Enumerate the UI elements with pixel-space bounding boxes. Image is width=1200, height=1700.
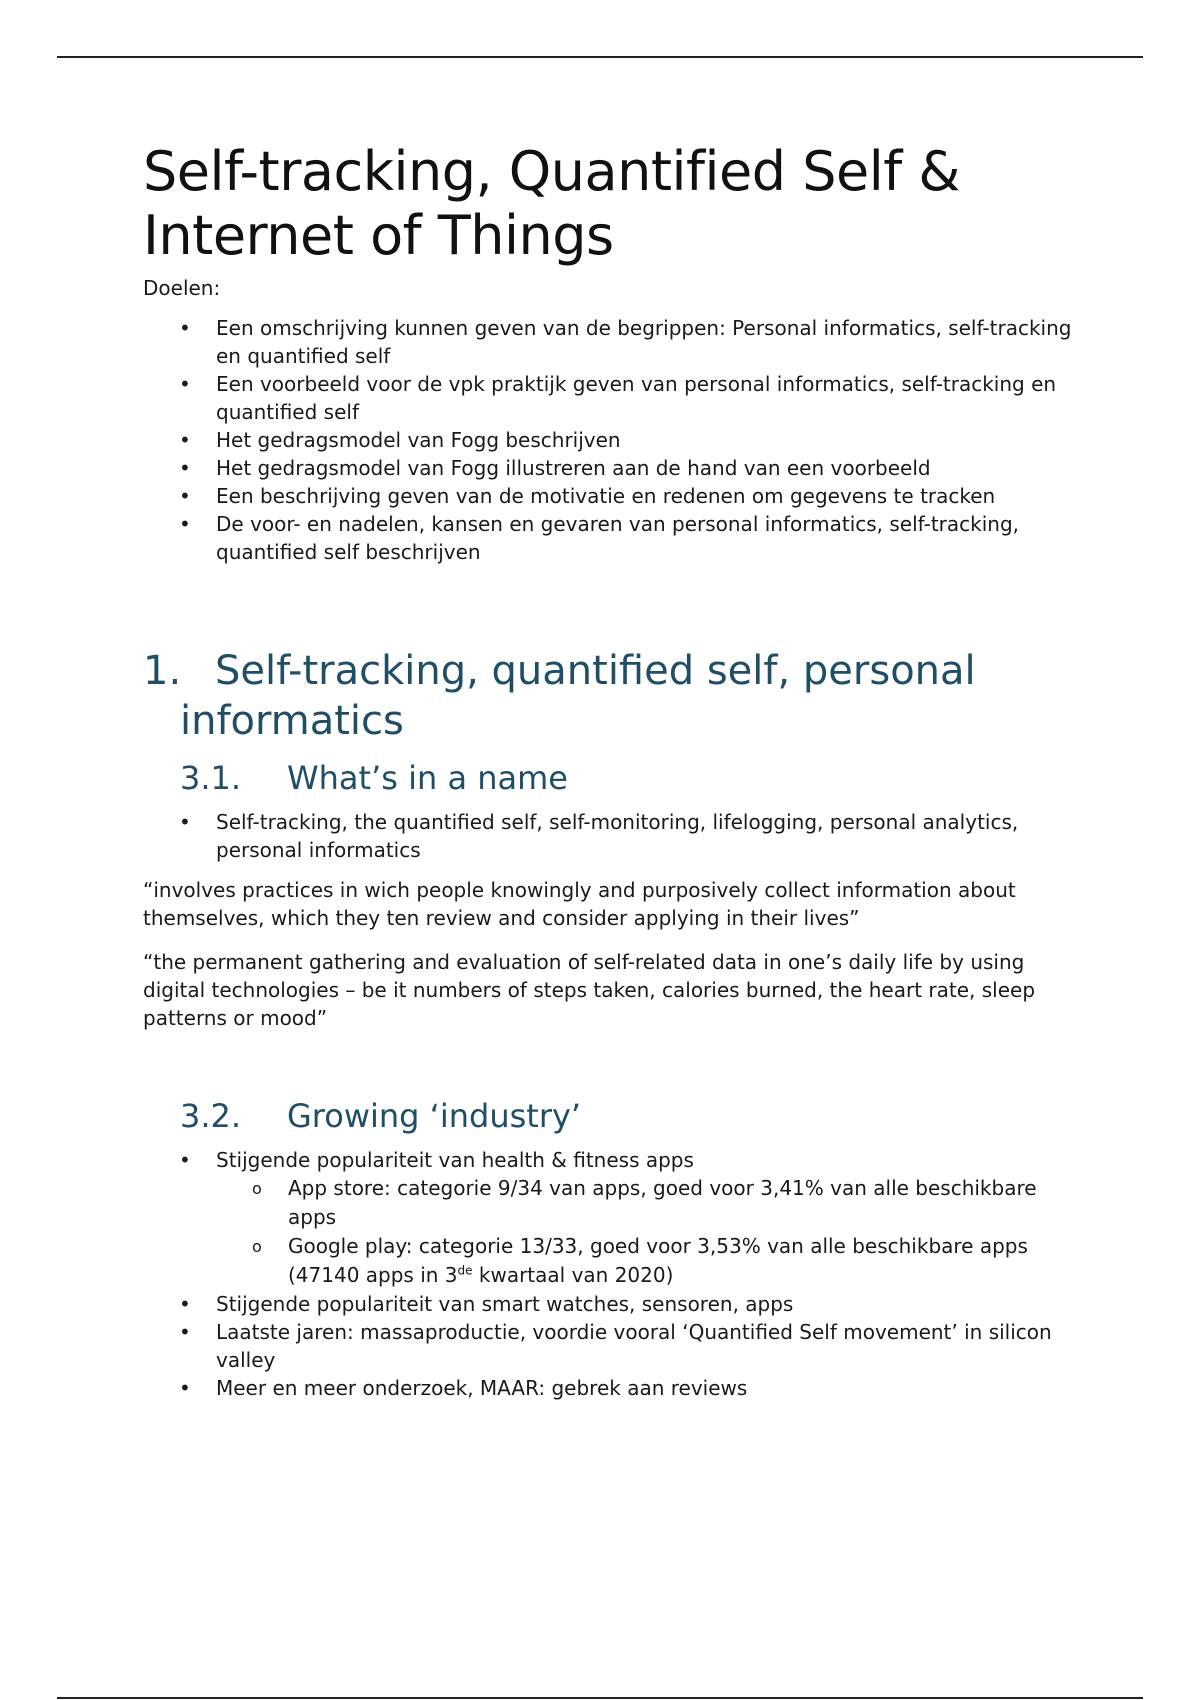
sub-list-item-text-end: kwartaal van 2020) xyxy=(472,1263,674,1287)
goal-item: • De voor- en nadelen, kansen en gevaren van personal informatics, self-tracking, quantified self beschrijven xyxy=(143,510,1073,566)
subsection-3-2-list xyxy=(143,1146,1073,1402)
goal-item: • Een voorbeeld voor de vpk praktijk geven van personal informatics, self-tracking en quantified self xyxy=(143,370,1073,426)
title-line-2: Internet of Things xyxy=(143,204,614,267)
goal-item: • Het gedragsmodel van Fogg illustreren aan de hand van een voorbeeld xyxy=(143,454,1073,482)
goal-item: • Een beschrijving geven van de motivatie en redenen om gegevens te tracken xyxy=(143,482,1073,510)
document-title xyxy=(143,140,1073,268)
list-item: • Meer en meer onderzoek, MAAR: gebrek aan reviews xyxy=(143,1374,1073,1402)
goals-label: Doelen: xyxy=(143,276,221,300)
goals-list xyxy=(143,314,1073,566)
subsection-3-2-heading xyxy=(180,1096,1073,1136)
section-1-heading xyxy=(143,646,1073,746)
subsection-3-1-heading xyxy=(180,758,1073,798)
subsection-3-2-title: Growing ‘industry’ xyxy=(287,1097,582,1135)
section-1-number: 1. xyxy=(143,648,182,694)
title-line-1: Self-tracking, Quantified Self & xyxy=(143,140,960,203)
ordinal-suffix: de xyxy=(457,1263,473,1278)
quote-1: “involves practices in wich people knowingly and purposively collect information about themselves, which they ten review and consider applying in their lives” xyxy=(143,878,1016,930)
sub-list-item xyxy=(216,1232,1073,1290)
list-item: • Self-tracking, the quantified self, self-monitoring, lifelogging, personal analytics, personal informatics xyxy=(143,808,1073,864)
list-item: • Stijgende populariteit van smart watches, sensoren, apps xyxy=(143,1290,1073,1318)
subsection-3-2-number: 3.2. xyxy=(180,1097,242,1135)
goal-item: • Het gedragsmodel van Fogg beschrijven xyxy=(143,426,1073,454)
list-item xyxy=(143,1146,1073,1290)
subsection-3-1-list xyxy=(143,808,1073,864)
quote-2: “the permanent gathering and evaluation of self-related data in one’s daily life by using digital technologies – be it numbers of steps taken, calories burned, the heart rate, sleep patterns or mood” xyxy=(143,950,1036,1030)
section-1-title-line-1: Self-tracking, quantified self, personal xyxy=(215,648,976,694)
list-item-text: Stijgende populariteit van health & fitness apps xyxy=(216,1148,694,1172)
page-top-rule xyxy=(57,56,1143,58)
sub-list-item: o App store: categorie 9/34 van apps, goed voor 3,41% van alle beschikbare apps xyxy=(216,1174,1073,1232)
sub-list-item-text: Google play: categorie 13/33, goed voor 3,53% van alle beschikbare apps (47140 apps in 3 xyxy=(288,1234,1028,1287)
section-1-title-line-2: informatics xyxy=(180,698,404,744)
document-body xyxy=(143,140,1073,1402)
page-bottom-rule xyxy=(57,1697,1143,1699)
sub-list xyxy=(216,1174,1073,1290)
goal-item: • Een omschrijving kunnen geven van de begrippen: Personal informatics, self-tracking en quantified self xyxy=(143,314,1073,370)
subsection-3-1-title: What’s in a name xyxy=(287,759,568,797)
list-item: • Laatste jaren: massaproductie, voordie vooral ‘Quantified Self movement’ in silicon valley xyxy=(143,1318,1073,1374)
subsection-3-1-number: 3.1. xyxy=(180,759,242,797)
